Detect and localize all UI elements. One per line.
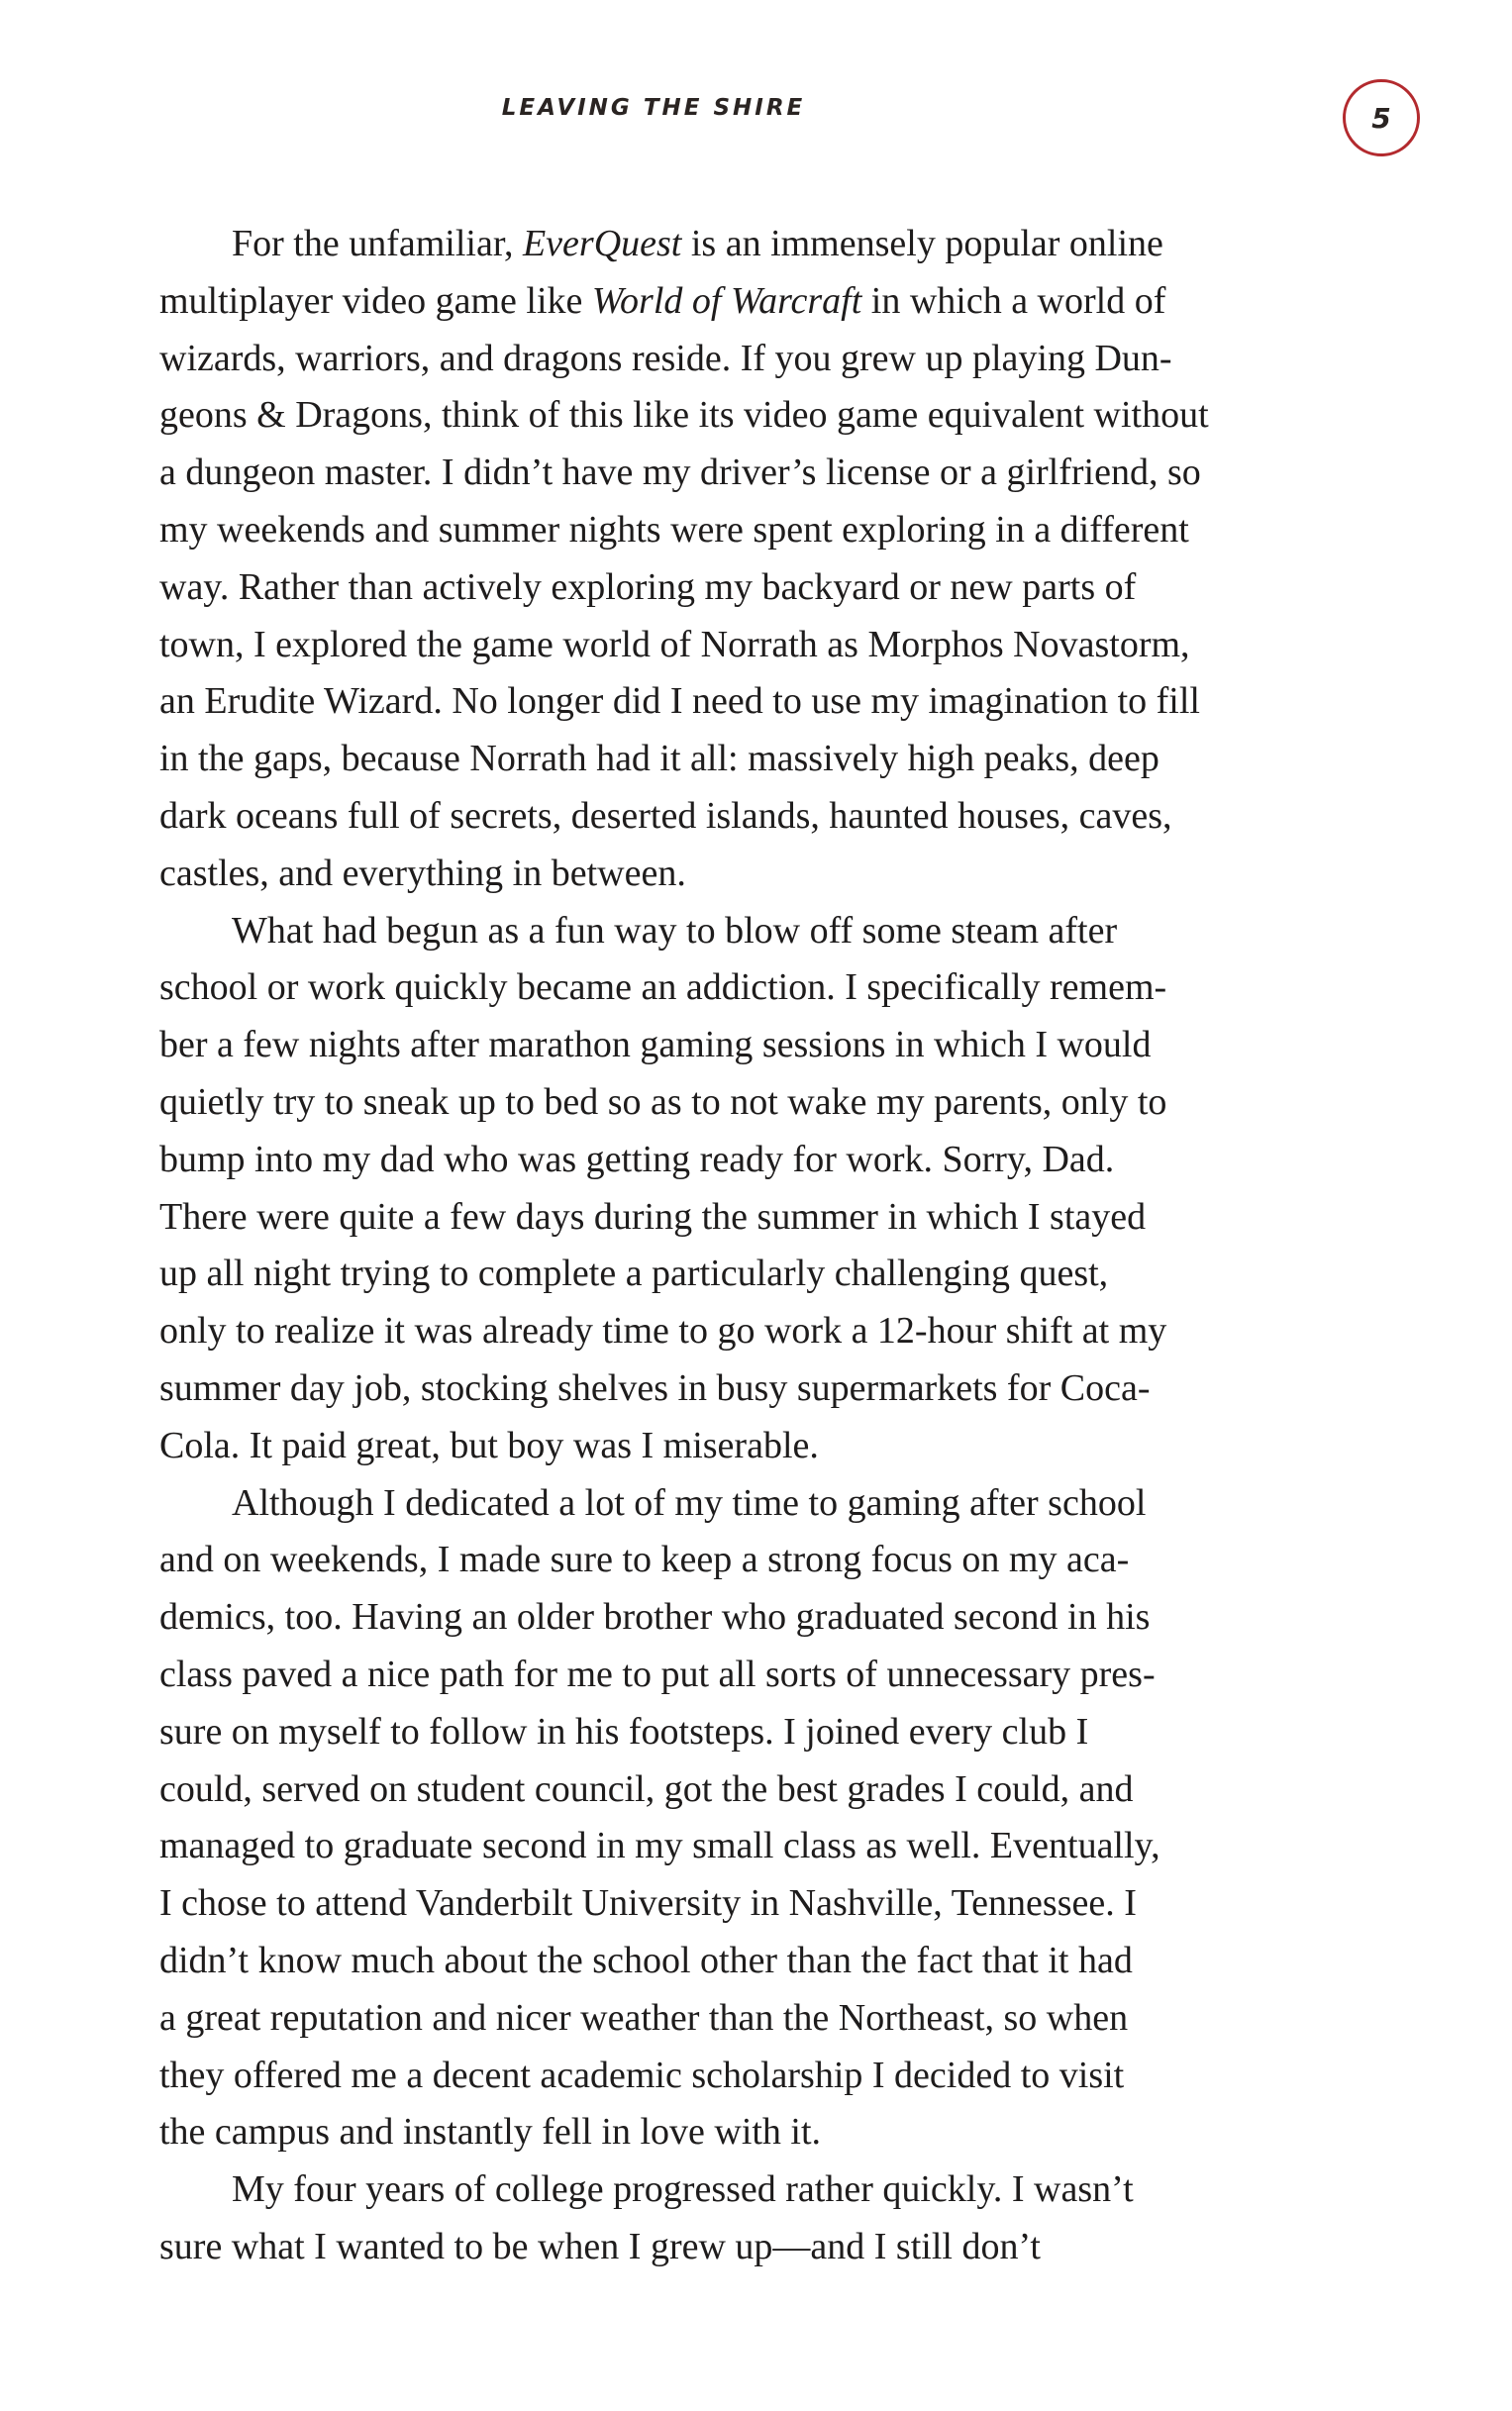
text-run: could, served on student council, got the best grades I could, and — [159, 1767, 1134, 1810]
text-run: My four years of college progressed rather quickly. I wasn’t — [232, 2168, 1134, 2211]
text-run: the campus and instantly fell in love with it. — [159, 2111, 822, 2154]
text-run: in the gaps, because Norrath had it all: massively high peaks, deep — [159, 738, 1159, 780]
text-line — [159, 273, 1308, 331]
italic-title: World of Warcraft — [591, 279, 862, 322]
text-run: didn’t know much about the school other than the fact that it had — [159, 1939, 1133, 1981]
text-line — [159, 846, 1308, 903]
text-line — [159, 1589, 1308, 1647]
text-line — [159, 1532, 1308, 1589]
text-run: What had begun as a fun way to blow off some steam after — [232, 909, 1118, 952]
text-run: in which a world of — [861, 279, 1166, 322]
text-run: my weekends and summer nights were spent exploring in a different — [159, 508, 1189, 551]
text-run: an Erudite Wizard. No longer did I need to use my imagination to fill — [159, 680, 1200, 723]
text-line — [159, 1875, 1308, 1933]
text-line — [159, 387, 1308, 445]
text-line — [159, 1303, 1308, 1360]
text-line — [159, 2161, 1308, 2219]
text-run: way. Rather than actively exploring my backyard or new parts of — [159, 565, 1137, 608]
text-run: geons & Dragons, think of this like its video game equivalent without — [159, 394, 1209, 437]
text-line — [159, 2219, 1308, 2276]
text-run: ber a few nights after marathon gaming sessions in which I would — [159, 1024, 1152, 1066]
text-run: For the unfamiliar, — [232, 223, 523, 264]
text-run: bump into my dad who was getting ready for work. Sorry, Dad. — [159, 1138, 1115, 1180]
text-run: Although I dedicated a lot of my time to gaming after school — [232, 1481, 1147, 1524]
text-run: summer day job, stocking shelves in busy supermarkets for Coca- — [159, 1366, 1151, 1409]
text-run: a dungeon master. I didn’t have my driver’s license or a girlfriend, so — [159, 452, 1201, 494]
text-run: is an immensely popular online — [681, 223, 1163, 264]
text-line — [159, 559, 1308, 617]
text-run: multiplayer video game like — [159, 279, 592, 322]
text-run: Cola. It paid great, but boy was I miserable. — [159, 1424, 819, 1466]
page-number-badge — [1343, 79, 1420, 156]
text-run: There were quite a few days during the summer in which I stayed — [159, 1195, 1147, 1238]
text-line — [159, 216, 1308, 273]
text-line — [159, 1933, 1308, 1990]
text-line — [159, 2048, 1308, 2105]
text-run: only to realize it was already time to go work a 12-hour shift at my — [159, 1310, 1167, 1353]
text-line — [159, 502, 1308, 559]
text-line — [159, 731, 1308, 788]
paragraph — [159, 903, 1308, 1475]
body-text — [159, 216, 1308, 2276]
text-run: sure on myself to follow in his footsteps. I joined every club I — [159, 1710, 1089, 1753]
text-run: they offered me a decent academic scholarship I decided to visit — [159, 2054, 1125, 2096]
text-line — [159, 1647, 1308, 1704]
text-line — [159, 1074, 1308, 1132]
text-run: demics, too. Having an older brother who graduated second in his — [159, 1596, 1151, 1639]
text-run: managed to graduate second in my small class as well. Eventually, — [159, 1825, 1160, 1867]
text-line — [159, 617, 1308, 674]
text-run: up all night trying to complete a particularly challenging quest, — [159, 1253, 1109, 1295]
page-number: 5 — [1371, 101, 1391, 135]
text-line — [159, 1418, 1308, 1475]
text-line — [159, 1246, 1308, 1303]
paragraph — [159, 2161, 1308, 2276]
text-line — [159, 1189, 1308, 1247]
text-line — [159, 788, 1308, 846]
text-run: a great reputation and nicer weather than the Northeast, so when — [159, 1996, 1129, 2039]
running-head: LEAVING THE SHIRE — [501, 95, 806, 121]
text-line — [159, 1360, 1308, 1418]
text-line — [159, 1132, 1308, 1189]
text-line — [159, 673, 1308, 731]
text-line — [159, 2104, 1308, 2161]
text-run: sure what I wanted to be when I grew up—and I still don’t — [159, 2225, 1041, 2267]
text-run: town, I explored the game world of Norrath as Morphos Novastorm, — [159, 623, 1190, 665]
text-line — [159, 1017, 1308, 1074]
text-line — [159, 1704, 1308, 1761]
text-run: and on weekends, I made sure to keep a strong focus on my aca- — [159, 1539, 1130, 1581]
text-run: I chose to attend Vanderbilt University in Nashville, Tennessee. I — [159, 1882, 1137, 1925]
text-line — [159, 1818, 1308, 1875]
text-run: castles, and everything in between. — [159, 852, 686, 894]
text-run: school or work quickly became an addiction. I specifically remem- — [159, 966, 1167, 1009]
text-line — [159, 331, 1308, 388]
text-line — [159, 1475, 1308, 1533]
paragraph — [159, 1475, 1308, 2162]
italic-title: EverQuest — [522, 223, 682, 264]
text-line — [159, 903, 1308, 960]
text-line — [159, 1761, 1308, 1819]
text-run: quietly try to sneak up to bed so as to not wake my parents, only to — [159, 1080, 1167, 1123]
text-line — [159, 1990, 1308, 2048]
text-run: dark oceans full of secrets, deserted islands, haunted houses, caves, — [159, 794, 1172, 837]
paragraph — [159, 216, 1308, 903]
text-line — [159, 959, 1308, 1017]
text-run: wizards, warriors, and dragons reside. If you grew up playing Dun- — [159, 337, 1172, 379]
text-line — [159, 445, 1308, 502]
text-run: class paved a nice path for me to put all sorts of unnecessary pres- — [159, 1653, 1156, 1695]
